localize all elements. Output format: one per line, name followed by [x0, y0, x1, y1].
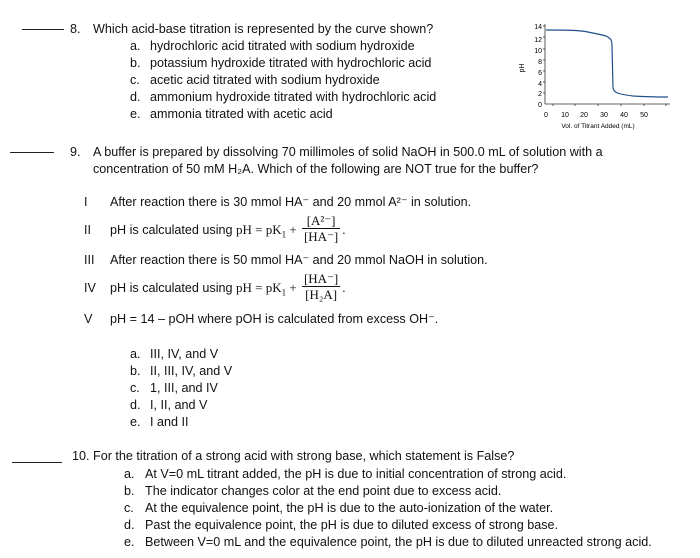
q8-number: 8.: [70, 22, 81, 36]
q8-option-b-text: potassium hydroxide titrated with hydrochloric acid: [150, 56, 432, 70]
q10-option-c-letter: c.: [124, 501, 134, 515]
answer-blank-q8[interactable]: [22, 29, 64, 30]
q10-number: 10.: [72, 449, 90, 463]
q9-option-a-letter: a.: [130, 347, 141, 361]
ytick-label: 14: [534, 24, 542, 31]
q10-question: For the titration of a strong acid with strong base, which statement is False?: [93, 449, 515, 463]
q10-option-a-text: At V=0 mL titrant added, the pH is due to initial concentration of strong acid.: [145, 467, 567, 481]
statement-II-prefix: pH is calculated using: [110, 223, 237, 237]
eq-plus: +: [286, 222, 300, 237]
graph-ylabel: pH: [519, 63, 526, 73]
graph-xlabel: Vol. of Titrant Added (mL): [561, 123, 635, 130]
fraction-denominator: [H₂A]: [305, 287, 338, 303]
graph-xticks: [544, 112, 648, 119]
q10-option-c-text: At the equivalence point, the pH is due to the auto-ionization of the water.: [145, 501, 554, 515]
q9-number: 9.: [70, 145, 81, 159]
equation-II: [236, 213, 346, 245]
statement-I-text: After reaction there is 30 mmol HA⁻ and 20 mmol A²⁻ in solution.: [110, 195, 472, 209]
cutoff-previous-text: [0, 0, 700, 2]
statement-IV-numeral: IV: [84, 281, 96, 295]
q9-option-b-text: II, III, IV, and V: [150, 364, 233, 378]
statement-II-numeral: II: [84, 223, 91, 237]
xtick-label: 30: [600, 112, 608, 119]
fraction-numerator: [A²⁻]: [302, 214, 340, 229]
q10-option-a-letter: a.: [124, 467, 135, 481]
equation-IV: [236, 271, 346, 303]
ytick-label: 6: [538, 70, 542, 77]
fraction-II: [302, 214, 340, 244]
eq-plus: +: [286, 280, 300, 295]
q8-option-d-text: ammonium hydroxide titrated with hydrochloric acid: [150, 90, 437, 104]
ytick-label: 0: [538, 102, 542, 109]
ytick-label: 8: [538, 59, 542, 66]
q9-question-line1: A buffer is prepared by dissolving 70 millimoles of solid NaOH in 500.0 mL of solution with a: [93, 145, 603, 159]
q8-option-e-text: ammonia titrated with acetic acid: [150, 107, 333, 121]
statement-I-numeral: I: [84, 195, 88, 209]
q9-option-d-letter: d.: [130, 398, 141, 412]
answer-blank-q10[interactable]: [12, 462, 62, 463]
statement-II-text: [110, 212, 346, 248]
titration-curve-line: [546, 30, 668, 97]
q9-option-c-text: 1, III, and IV: [150, 381, 218, 395]
ytick-label: 2: [538, 91, 542, 98]
q8-option-a-text: hydrochloric acid titrated with sodium hydroxide: [150, 39, 415, 53]
q9-option-b-letter: b.: [130, 364, 141, 378]
titration-curve-graph: [508, 16, 678, 138]
eq-sub: 1: [281, 229, 287, 240]
q8-option-c-letter: c.: [130, 73, 140, 87]
xtick-label: 40: [620, 112, 628, 119]
q9-option-e-text: I and II: [150, 415, 189, 429]
statement-V-numeral: V: [84, 312, 93, 326]
q9-option-e-letter: e.: [130, 415, 141, 429]
q10-option-d-letter: d.: [124, 518, 135, 532]
q10-option-b-letter: b.: [124, 484, 135, 498]
ytick-label: 4: [538, 81, 542, 88]
q8-option-a-letter: a.: [130, 39, 141, 53]
q9-question-line2: concentration of 50 mM H₂A. Which of the following are NOT true for the buffer?: [93, 162, 539, 176]
q9-option-d-text: I, II, and V: [150, 398, 208, 412]
statement-III-numeral: III: [84, 253, 95, 267]
q8-question: Which acid-base titration is represented by the curve shown?: [93, 22, 434, 36]
ytick-label: 10: [534, 48, 542, 55]
xtick-label: 10: [561, 112, 569, 119]
xtick-label: 20: [580, 112, 588, 119]
ytick-label: 12: [534, 37, 542, 44]
xtick-label: 50: [640, 112, 648, 119]
statement-III-text: After reaction there is 50 mmol HA⁻ and 20 mmol NaOH in solution.: [110, 253, 488, 267]
q8-option-b-letter: b.: [130, 56, 141, 70]
eq-lhs: pH = pK: [236, 280, 282, 295]
fraction-IV: [302, 272, 340, 302]
q10-option-e-letter: e.: [124, 535, 135, 549]
q10-option-e-text: Between V=0 mL and the equivalence point, the pH is due to diluted unreacted strong acid.: [145, 535, 652, 549]
graph-yticks: [534, 24, 542, 109]
q8-option-d-letter: d.: [130, 90, 141, 104]
q8-option-e-letter: e.: [130, 107, 141, 121]
answer-blank-q9[interactable]: [10, 152, 54, 153]
xtick-label: 0: [544, 112, 548, 119]
q9-option-a-text: III, IV, and V: [150, 347, 219, 361]
eq-tail: .: [342, 222, 346, 237]
statement-IV-text: [110, 270, 346, 306]
statement-V-text: pH = 14 – pOH where pOH is calculated from excess OH⁻.: [110, 312, 439, 326]
q9-option-c-letter: c.: [130, 381, 140, 395]
fraction-denominator: [HA⁻]: [303, 229, 339, 245]
q8-option-c-text: acetic acid titrated with sodium hydroxide: [150, 73, 380, 87]
eq-sub: 1: [281, 287, 287, 298]
q10-option-d-text: Past the equivalence point, the pH is due to diluted excess of strong base.: [145, 518, 559, 532]
statement-IV-prefix: pH is calculated using: [110, 281, 237, 295]
eq-tail: .: [342, 280, 346, 295]
fraction-numerator: [HA⁻]: [303, 271, 339, 287]
q10-option-b-text: The indicator changes color at the end point due to excess acid.: [145, 484, 502, 498]
eq-lhs: pH = pK: [236, 222, 282, 237]
